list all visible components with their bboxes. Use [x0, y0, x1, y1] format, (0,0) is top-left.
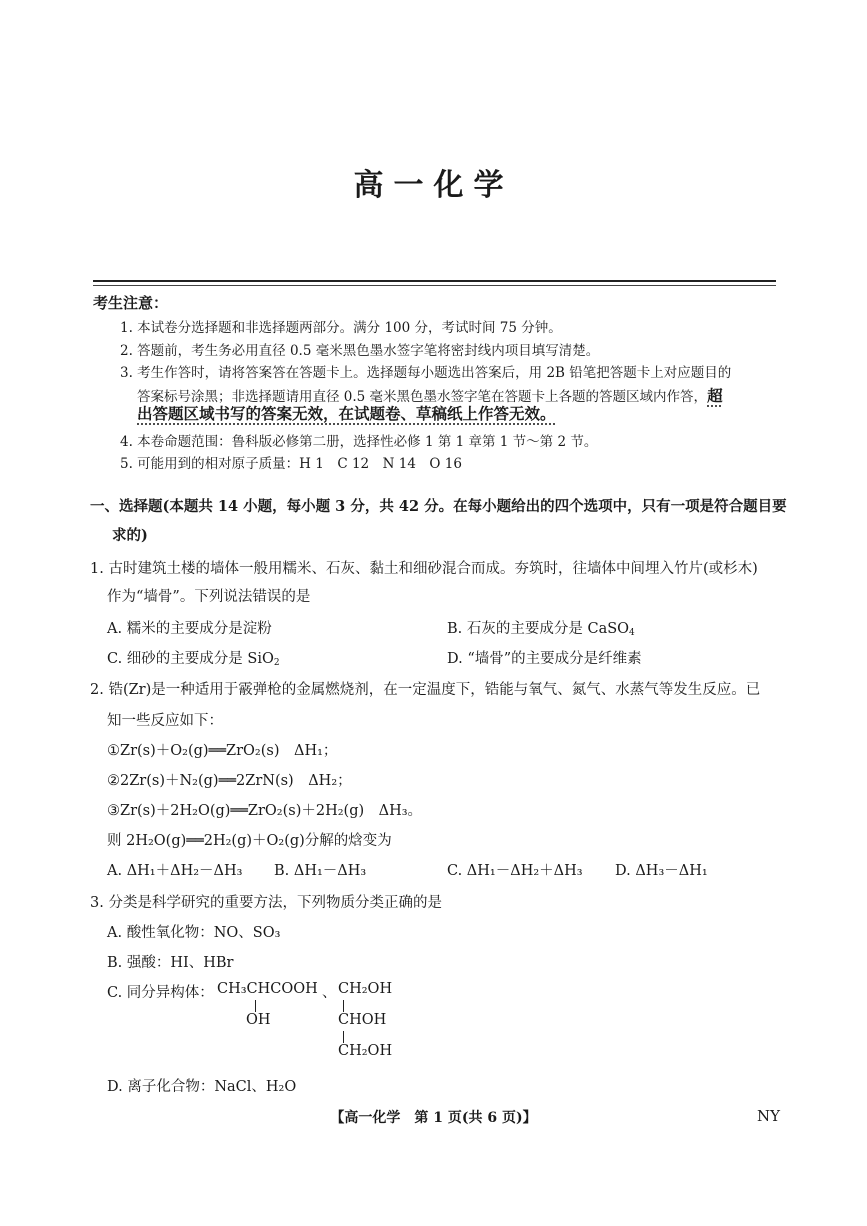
question-2-option-c: C. ΔH₁－ΔH₂＋ΔH₃	[447, 863, 583, 879]
notice-item: 3. 考生作答时，请将答案答在答题卡上。选择题每小题选出答案后，用 2B 铅笔把答题卡上对应题目的	[120, 365, 732, 381]
notice-item: 1. 本试卷分选择题和非选择题两部分。满分 100 分，考试时间 75 分钟。	[120, 320, 562, 336]
reaction-2: ②2Zr(s)＋N₂(g)══2ZrN(s) ΔH₂；	[107, 773, 352, 789]
question-2-option-b: B. ΔH₁－ΔH₃	[274, 863, 367, 879]
question-3-option-a: A. 酸性氧化物：NO、SO₃	[107, 925, 281, 941]
molecule-1-substituent: OH	[246, 1012, 271, 1028]
question-1-option-c: C. 细砂的主要成分是 SiO$_2$	[107, 651, 280, 668]
question-3-option-d: D. 离子化合物：NaCl、H₂O	[107, 1079, 297, 1095]
molecule-2-bottom: CH₂OH	[338, 1043, 393, 1059]
notice-item: 5. 可能用到的相对原子质量：H 1 C 12 N 14 O 16	[120, 456, 462, 472]
question-1-option-a: A. 糯米的主要成分是淀粉	[107, 621, 272, 637]
question-2-ask: 则 2H₂O(g)══2H₂(g)＋O₂(g)分解的焓变为	[107, 833, 392, 849]
question-2-stem-cont: 知一些反应如下：	[107, 713, 223, 729]
page-title: 高一化学	[353, 168, 514, 203]
notice-emphasis: 出答题区域书写的答案无效，在试题卷、草稿纸上作答无效。	[137, 404, 556, 423]
molecule-2-mid: CHOH	[338, 1012, 387, 1028]
header-rule-thick	[93, 280, 776, 282]
molecule-2-bond	[343, 1000, 344, 1012]
question-2-option-a: A. ΔH₁＋ΔH₂－ΔH₃	[107, 863, 243, 879]
section-heading: 一、选择题(本题共 14 小题，每小题 3 分，共 42 分。在每小题给出的四个选项中，只有一项是符合题目要	[90, 498, 787, 515]
notice-emphasis: 超	[707, 386, 723, 405]
notice-item: 2. 答题前，考生务必用直径 0.5 毫米黑色墨水签字笔将密封线内项目填写清楚。	[120, 343, 600, 359]
notice-heading: 考生注意：	[93, 294, 169, 312]
question-2-option-d: D. ΔH₃－ΔH₁	[615, 863, 708, 879]
question-3-option-b: B. 强酸：HI、HBr	[107, 955, 234, 971]
question-3-option-c: C. 同分异构体：	[107, 985, 214, 1001]
molecule-2-top: CH₂OH	[338, 981, 393, 997]
question-1-option-d: D. “墙骨”的主要成分是纤维素	[447, 651, 642, 667]
molecule-1-bond	[255, 1000, 256, 1012]
question-3-stem: 3. 分类是科学研究的重要方法，下列物质分类正确的是	[90, 895, 442, 911]
notice-item: 4. 本卷命题范围：鲁科版必修第二册，选择性必修 1 第 1 章第 1 节～第 2 节。	[120, 434, 598, 450]
section-heading-cont: 求的)	[112, 527, 148, 544]
page-footer: 【高一化学 第 1 页(共 6 页)】	[330, 1110, 537, 1126]
molecule-1-main: CH₃CHCOOH	[217, 981, 318, 997]
molecule-2-bond	[343, 1031, 344, 1043]
reaction-1: ①Zr(s)＋O₂(g)══ZrO₂(s) ΔH₁；	[107, 743, 338, 759]
question-1-stem: 1. 古时建筑土楼的墙体一般用糯米、石灰、黏土和细砂混合而成。夯筑时，往墙体中间埋入竹片(或杉木)	[90, 561, 758, 577]
question-1-option-b: B. 石灰的主要成分是 CaSO$_4$	[447, 621, 635, 638]
question-1-stem-cont: 作为“墙骨”。下列说法错误的是	[107, 589, 311, 605]
question-2-stem: 2. 锆(Zr)是一种适用于霰弹枪的金属燃烧剂，在一定温度下，锆能与氧气、氮气、水蒸气等发生反应。已	[90, 682, 761, 698]
molecule-separator: 、	[322, 985, 337, 1001]
notice-item: 答案标号涂黑；非选择题请用直径 0.5 毫米黑色墨水签字笔在答题卡上各题的答题区域内作答，超	[137, 386, 723, 405]
footer-code: NY	[757, 1107, 781, 1125]
reaction-3: ③Zr(s)＋2H₂O(g)══ZrO₂(s)＋2H₂(g) ΔH₃。	[107, 803, 423, 819]
header-rule-thin	[93, 285, 776, 286]
